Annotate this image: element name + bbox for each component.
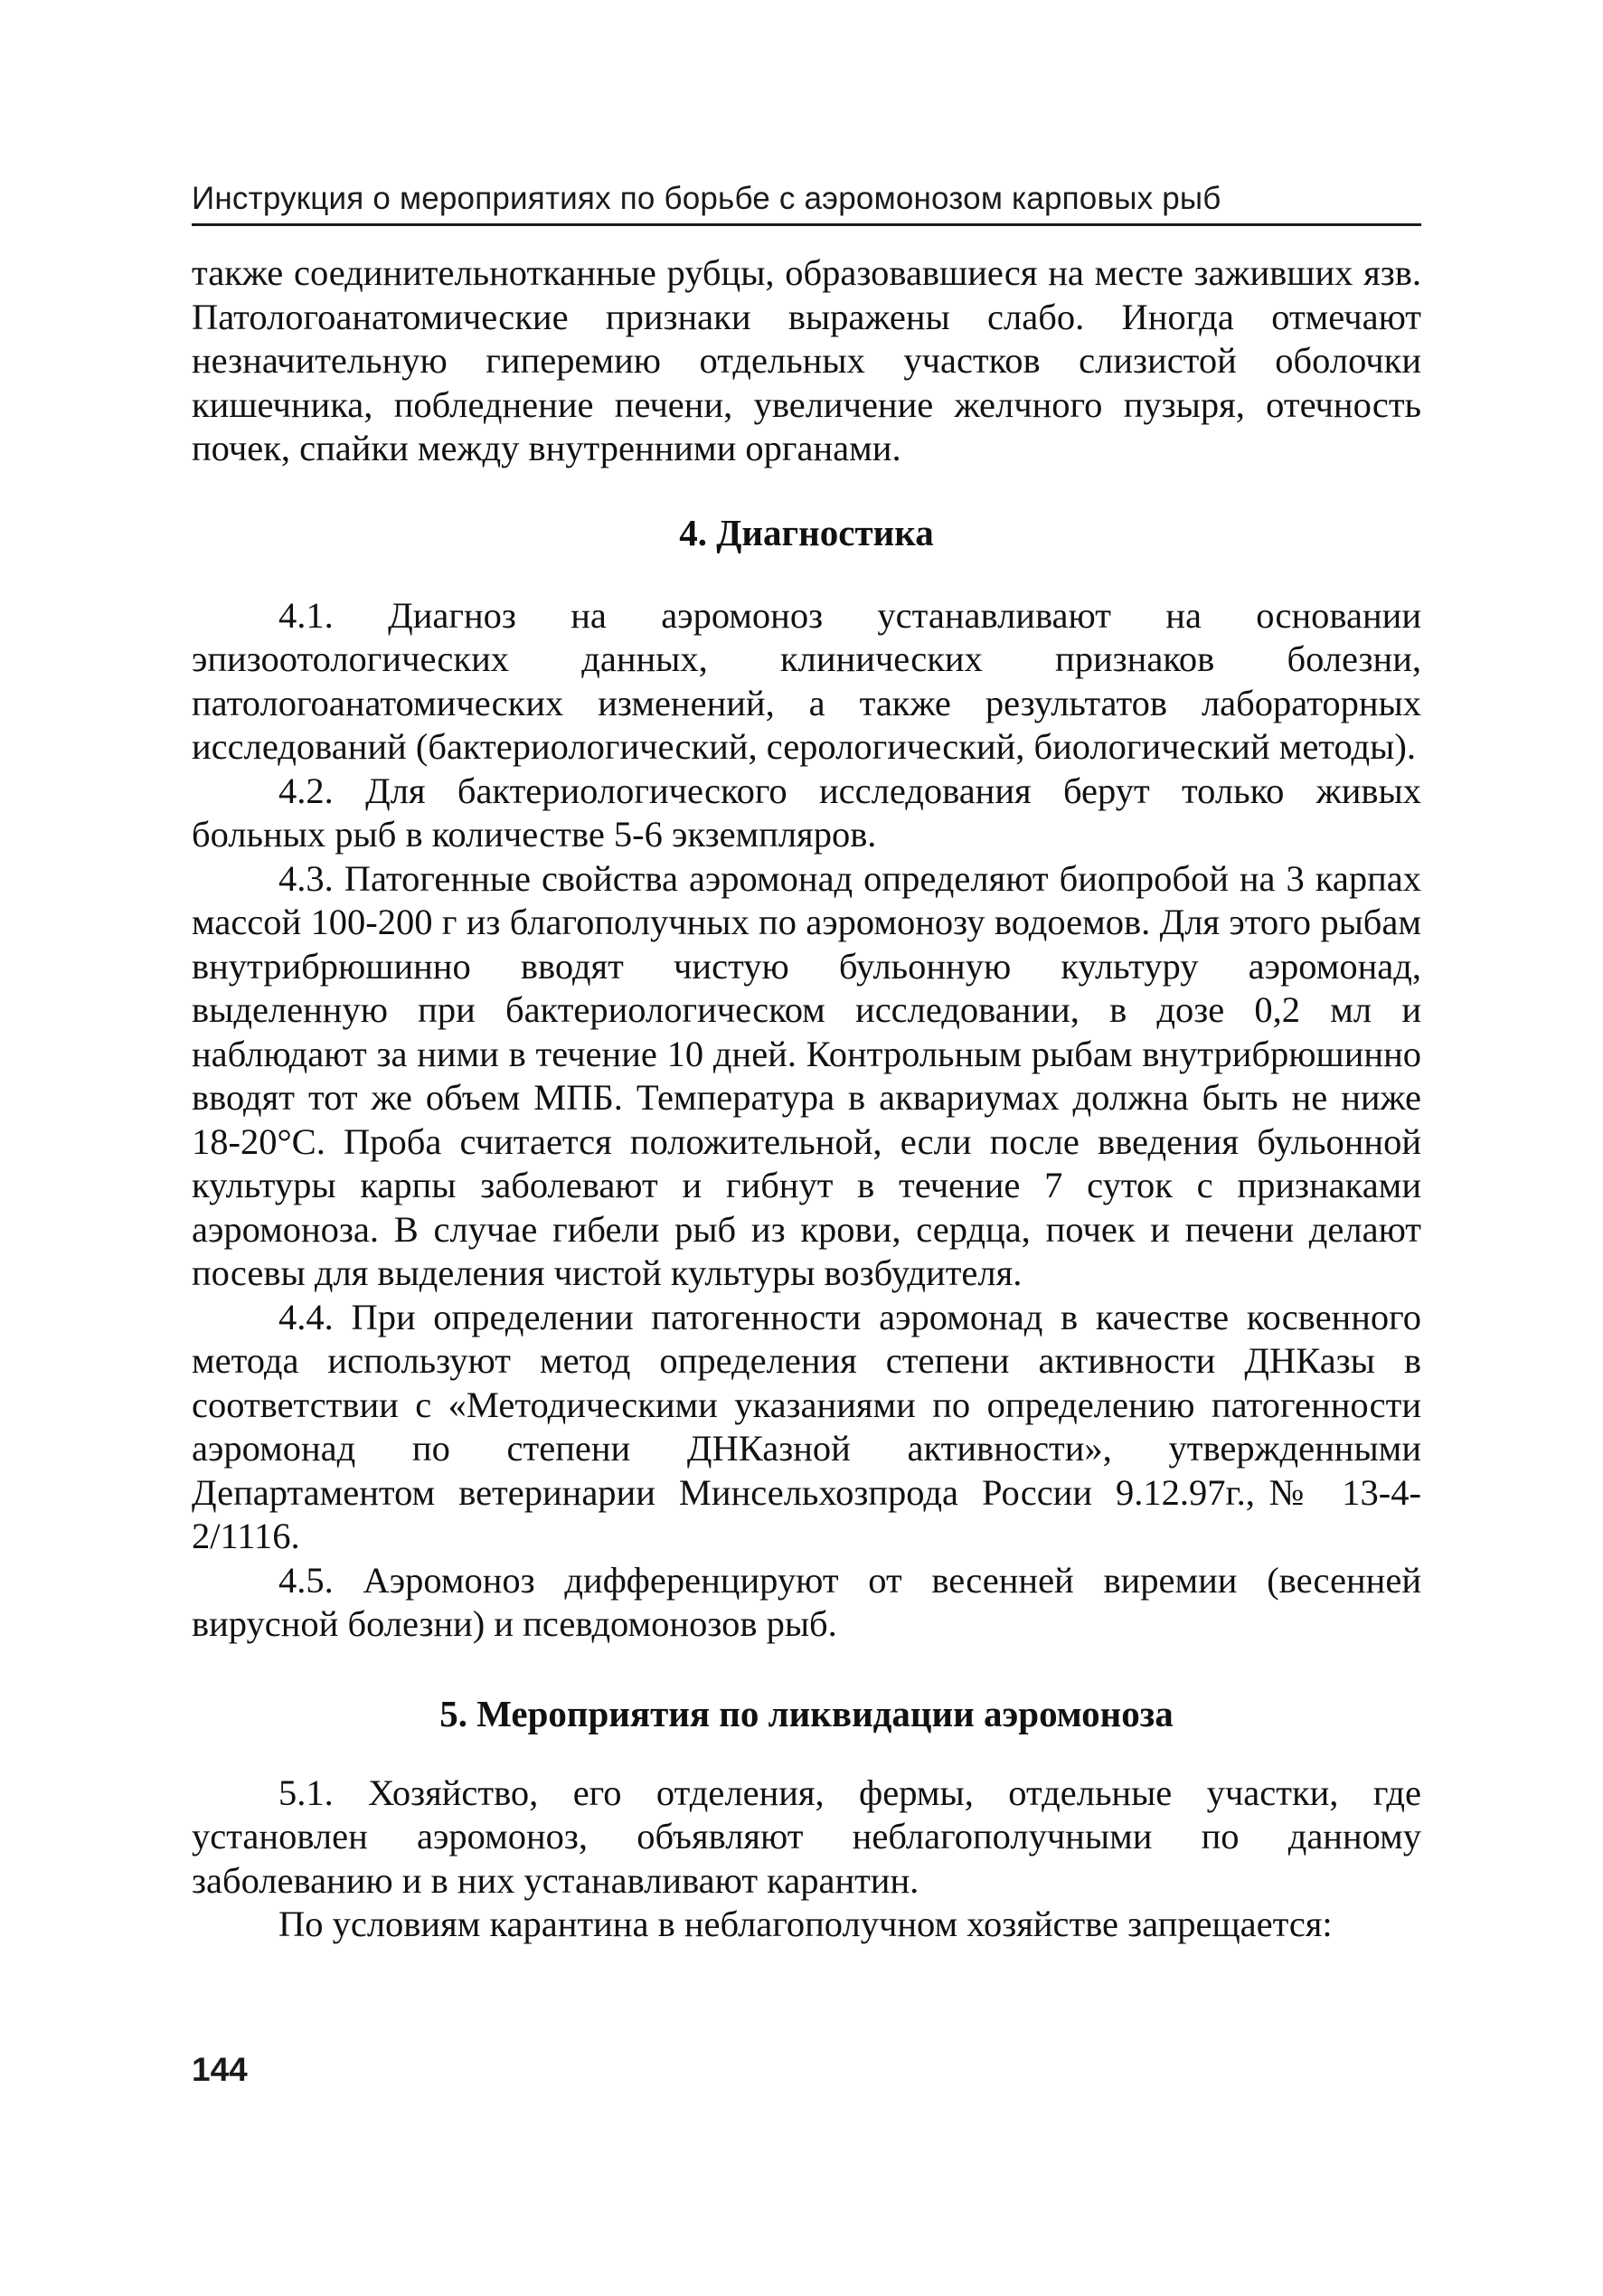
intro-paragraph: также соединительнотканные рубцы, образовавшиеся на месте заживших язв. Патологоанатомические признаки выражены слабо. Иногда отмечают незначительную гиперемию отдельных участков слизистой оболочки кишечника, побледнение печени, увеличение желчного пузыря, отечность почек, спайки между внутренними органами. — [192, 252, 1421, 468]
paragraph-4-1: 4.1. Диагноз на аэромоноз устанавливают на основании эпизоотологических данных, клинических признаков болезни, патологоанатомических изменений, а также результатов лабораторных исследований (бактериологический, серологический, биологический методы). — [192, 594, 1421, 767]
paragraph-5-1: 5.1. Хозяйство, его отделения, фермы, отдельные участки, где установлен аэромоноз, объявляют неблагополучными по данному заболеванию и в них устанавливают карантин. — [192, 1772, 1421, 1901]
paragraph-5-quarantine-intro: По условиям карантина в неблагополучном хозяйстве запрещается: — [278, 1904, 1333, 1944]
header-divider — [192, 223, 1421, 226]
running-header: Инструкция о мероприятиях по борьбе с аэромонозом карповых рыб — [192, 181, 1221, 216]
paragraph-4-4: 4.4. При определении патогенности аэромонад в качестве косвенного метода используют метод определения степени активности ДНКазы в соответствии с «Методическими указаниями по определению патогенности аэромонад по степени ДНКазной активности», утвержденными Департаментом ветеринарии Минсельхозпрода России 9.12.97г.,№ 13-4-2/1116. — [192, 1296, 1421, 1556]
paragraph-4-2: 4.2. Для бактериологического исследования берут только живых больных рыб в количестве 5-6 экземпляров. — [192, 770, 1421, 855]
page-number: 144 — [192, 2051, 248, 2088]
paragraph-4-3: 4.3. Патогенные свойства аэромонад определяют биопробой на 3 карпах массой 100-200 г из благополучных по аэромонозу водоемов. Для этого рыбам внутрибрюшинно вводят чистую бульонную культуру аэромонад, выделенную при бактериологическом исследовании, в дозе 0,2 мл и наблюдают за ними в течение 10 дней. Контрольным рыбам внутрибрюшинно вводят тот же объем МПБ. Температура в аквариумах должна быть не ниже 18-20°С. Проба считается положительной, если после введения бульонной культуры карпы заболевают и гибнут в течение 7 суток с признаками аэромоноза. В случае гибели рыб из крови, сердца, почек и печени делают посевы для выделения чистой культуры возбудителя. — [192, 857, 1421, 1293]
section-4-heading: 4. Диагностика — [679, 511, 934, 553]
document-body — [192, 251, 1421, 1947]
section-5-heading: 5. Мероприятия по ликвидации аэромоноза — [439, 1692, 1174, 1734]
paragraph-4-5: 4.5. Аэромоноз дифференцируют от весенней виремии (весенней вирусной болезни) и псевдомонозов рыб. — [192, 1559, 1421, 1644]
